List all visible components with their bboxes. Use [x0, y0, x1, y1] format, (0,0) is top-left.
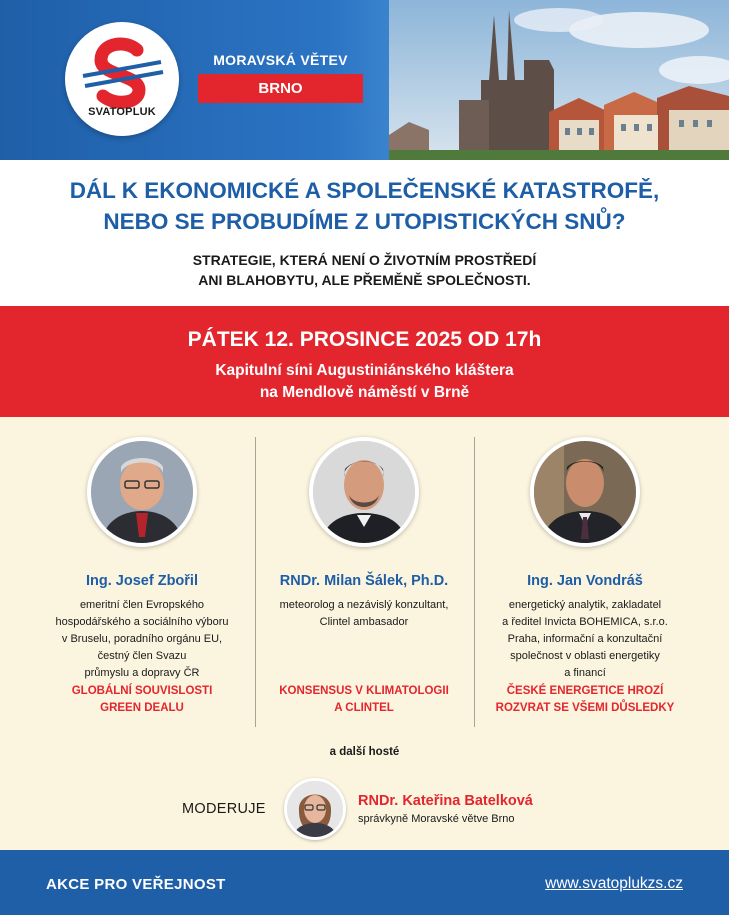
- subheadline-line: ANI BLAHOBYTU, ALE PŘEMĚNĚ SPOLEČNOSTI.: [198, 272, 531, 288]
- website-link[interactable]: www.svatoplukzs.cz: [545, 875, 683, 892]
- svatopluk-logo: [65, 22, 179, 136]
- speaker-topic-line: ROZVRAT SE VŠEMI DŮSLEDKY: [495, 702, 675, 714]
- person-photo-icon: [534, 441, 636, 543]
- speaker-photo: [87, 437, 197, 547]
- venue-line: Kapitulní síni Augustiniánského kláštera: [215, 362, 514, 379]
- speaker-description: [22, 597, 262, 682]
- venue-line: na Mendlově náměstí v Brně: [259, 384, 470, 401]
- moderator-role: správkyně Moravské větve Brno: [358, 813, 515, 825]
- headline-line: NEBO SE PROBUDÍME Z UTOPISTICKÝCH SNŮ?: [103, 209, 626, 234]
- speaker-topic-line: GLOBÁLNÍ SOUVISLOSTI: [71, 685, 213, 697]
- speaker-photo: [309, 437, 419, 547]
- speaker-name: RNDr. Milan Šálek, Ph.D.: [279, 573, 449, 589]
- speaker-description: [465, 597, 705, 682]
- brno-cityscape-image: [389, 0, 729, 160]
- speaker-desc-line: průmyslu a dopravy ČR: [84, 667, 200, 679]
- speaker-name: Ing. Josef Zbořil: [86, 573, 198, 589]
- moderator-photo: [284, 778, 346, 840]
- event-band: [0, 306, 729, 417]
- person-photo-icon: [91, 441, 193, 543]
- moderator-name: RNDr. Kateřina Batelková: [358, 793, 533, 809]
- speaker-desc-line: čestný člen Svazu: [97, 650, 187, 662]
- footer-bar: [0, 850, 729, 915]
- speaker-card: [244, 437, 484, 714]
- subheadline: [0, 250, 729, 290]
- speaker-desc-line: emeritní člen Evropského: [79, 599, 205, 611]
- moderator-label: MODERUJE: [182, 801, 266, 817]
- speaker-topic-line: ČESKÉ ENERGETICE HROZÍ: [506, 685, 664, 697]
- speaker-desc-line: energetický analytik, zakladatel: [508, 599, 662, 611]
- branch-label: MORAVSKÁ VĚTEV: [213, 52, 348, 68]
- speaker-card: [465, 437, 705, 714]
- logo-text: SVATOPLUK: [88, 106, 156, 118]
- person-photo-icon: [313, 441, 415, 543]
- city-badge: BRNO: [198, 74, 363, 103]
- moderator-block: [0, 775, 729, 840]
- speaker-topic: [244, 683, 484, 717]
- speaker-topic: [465, 683, 705, 717]
- speaker-topic-line: GREEN DEALU: [100, 702, 184, 714]
- speaker-desc-line: Clintel ambasador: [319, 616, 409, 628]
- speaker-desc-line: a ředitel Invicta BOHEMICA, s.r.o.: [502, 616, 668, 628]
- other-guests-note: a další hosté: [329, 746, 400, 758]
- speaker-desc-line: hospodářského a sociálního výboru: [55, 616, 229, 628]
- speaker-topic-line: A CLINTEL: [334, 702, 394, 714]
- public-event-label: AKCE PRO VEŘEJNOST: [46, 876, 226, 893]
- speaker-description: [244, 597, 484, 631]
- speaker-name: Ing. Jan Vondráš: [527, 573, 643, 589]
- subheadline-line: STRATEGIE, KTERÁ NENÍ O ŽIVOTNÍM PROSTŘEDÍ: [192, 252, 537, 268]
- speaker-topic-line: KONSENSUS V KLIMATOLOGII: [279, 685, 449, 697]
- event-venue: [0, 360, 729, 404]
- speaker-desc-line: v Bruselu, poradního orgánu EU,: [61, 633, 223, 645]
- headline-line: DÁL K EKONOMICKÉ A SPOLEČENSKÉ KATASTROFĚ,: [69, 178, 660, 203]
- s-logo-icon: [65, 22, 179, 136]
- speaker-card: [22, 437, 262, 714]
- speaker-desc-line: a financí: [564, 667, 606, 679]
- speaker-desc-line: společnost v oblasti energetiky: [510, 650, 660, 662]
- header-banner: [0, 0, 729, 160]
- headline: [0, 175, 729, 237]
- speaker-photo: [530, 437, 640, 547]
- speaker-desc-line: Praha, informační a konzultační: [507, 633, 663, 645]
- person-photo-icon: [287, 781, 343, 837]
- event-date: PÁTEK 12. PROSINCE 2025 OD 17h: [187, 328, 542, 351]
- speaker-topic: [22, 683, 262, 717]
- speaker-desc-line: meteorolog a nezávislý konzultant,: [279, 599, 449, 611]
